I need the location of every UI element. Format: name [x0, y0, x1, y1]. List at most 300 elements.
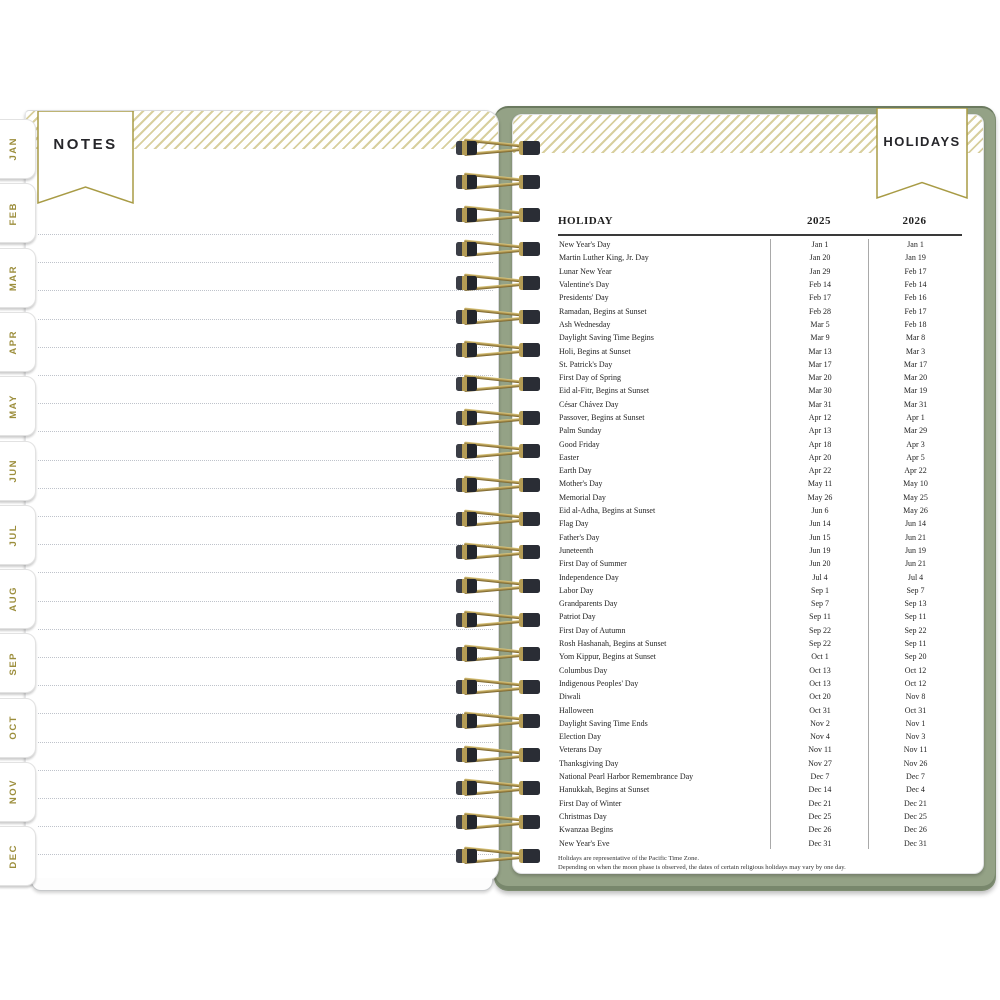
- date-2025: Oct 1: [811, 652, 829, 662]
- binding-coil: [456, 205, 540, 226]
- coil-hole-right: [519, 478, 540, 492]
- month-tab-label: JUL: [7, 523, 19, 547]
- holiday-row: [558, 437, 962, 450]
- date-2025: Sep 22: [809, 625, 831, 635]
- holiday-row: [558, 690, 962, 703]
- holiday-row: [558, 836, 962, 849]
- coil-hole-right: [519, 310, 540, 324]
- date-2025: Jul 4: [812, 572, 828, 582]
- holiday-row: [558, 823, 962, 836]
- binding-coil: [456, 711, 540, 732]
- holiday-name: Daylight Saving Time Ends: [559, 718, 648, 728]
- binding-coil: [456, 408, 540, 429]
- date-2026: Jun 19: [904, 545, 927, 555]
- month-tab-may: [0, 376, 36, 436]
- date-2026: Mar 3: [905, 346, 926, 356]
- holiday-row: [558, 677, 962, 690]
- binding-coil: [456, 509, 540, 530]
- coil-hole-right: [519, 141, 540, 155]
- holiday-name: Flag Day: [559, 519, 589, 529]
- date-2025: Dec 25: [808, 811, 832, 821]
- holiday-name: First Day of Winter: [559, 798, 622, 808]
- date-2025: Oct 13: [809, 665, 831, 675]
- holiday-name: Kwanzaa Begins: [559, 825, 613, 835]
- holiday-row: [558, 810, 962, 823]
- holidays-page: [512, 114, 984, 874]
- date-2025: Apr 22: [808, 466, 832, 476]
- binding-coil: [456, 239, 540, 260]
- month-tab-aug: [0, 569, 36, 629]
- holiday-row: [558, 358, 962, 371]
- date-2025: Mar 20: [808, 373, 832, 383]
- binding-coil: [456, 610, 540, 631]
- holiday-row: [558, 717, 962, 730]
- notes-banner-label: NOTES: [53, 136, 118, 154]
- date-2025: Jan 1: [811, 240, 829, 250]
- coil-hole-left: [456, 343, 477, 357]
- holiday-row: [558, 424, 962, 437]
- date-2026: Apr 5: [906, 452, 925, 462]
- coil-hole-right: [519, 781, 540, 795]
- month-tab-jun: [0, 441, 36, 501]
- coil-hole-right: [519, 343, 540, 357]
- holiday-row: [558, 344, 962, 357]
- date-2026: Oct 31: [904, 705, 927, 715]
- month-tab-label: JAN: [7, 137, 19, 161]
- holiday-name: Father's Day: [559, 532, 600, 542]
- ruled-line: [38, 460, 493, 461]
- ruled-line: [38, 826, 493, 827]
- coil-hole-left: [456, 411, 477, 425]
- coil-hole-left: [456, 748, 477, 762]
- holiday-name: Hanukkah, Begins at Sunset: [559, 785, 650, 795]
- column-header-2026: 2026: [902, 215, 927, 227]
- coil-hole-right: [519, 411, 540, 425]
- holiday-name: First Day of Summer: [559, 559, 627, 569]
- holiday-row: [558, 304, 962, 317]
- header-rule: [558, 234, 962, 236]
- coil-hole-right: [519, 208, 540, 222]
- holiday-name: Palm Sunday: [559, 426, 602, 436]
- ruled-line: [38, 516, 493, 517]
- date-2026: Jun 21: [904, 532, 927, 542]
- holiday-row: [558, 743, 962, 756]
- date-2026: Mar 8: [905, 333, 926, 343]
- holiday-name: Indigenous Peoples' Day: [559, 678, 639, 688]
- holiday-name: New Year's Day: [559, 240, 611, 250]
- ruled-line: [38, 742, 493, 743]
- ruled-line: [38, 319, 493, 320]
- binding-coil: [456, 745, 540, 766]
- binding-coil: [456, 441, 540, 462]
- date-2026: Dec 31: [904, 838, 927, 848]
- date-2026: Mar 31: [903, 399, 928, 409]
- ruled-line: [38, 854, 493, 855]
- holidays-banner-ribbon: [876, 108, 968, 200]
- holiday-row: [558, 265, 962, 278]
- date-2025: May 26: [807, 492, 833, 502]
- holiday-name: Memorial Day: [559, 492, 606, 502]
- month-tab-dec: [0, 826, 36, 886]
- date-2026: Dec 21: [904, 798, 927, 808]
- month-tab-label: APR: [7, 329, 19, 355]
- date-2025: Oct 13: [809, 678, 831, 688]
- coil-hole-left: [456, 141, 477, 155]
- coil-hole-left: [456, 781, 477, 795]
- holiday-name: Daylight Saving Time Begins: [559, 333, 654, 343]
- date-2025: Apr 18: [808, 439, 832, 449]
- holiday-row: [558, 278, 962, 291]
- month-tab-label: FEB: [7, 201, 19, 226]
- holiday-row: [558, 796, 962, 809]
- holiday-name: Labor Day: [559, 585, 594, 595]
- holiday-name: First Day of Spring: [559, 373, 621, 383]
- coil-hole-right: [519, 377, 540, 391]
- coil-hole-left: [456, 208, 477, 222]
- holiday-row: [558, 770, 962, 783]
- ruled-line: [38, 262, 493, 263]
- date-2025: May 11: [807, 479, 833, 489]
- holiday-name: First Day of Autumn: [559, 625, 626, 635]
- date-2026: Apr 3: [906, 439, 925, 449]
- coil-hole-left: [456, 680, 477, 694]
- month-tab-nov: [0, 762, 36, 822]
- date-2026: Feb 18: [904, 319, 927, 329]
- date-2026: Jun 14: [904, 519, 927, 529]
- coil-hole-left: [456, 512, 477, 526]
- month-tab-label: DEC: [7, 844, 19, 869]
- holiday-name: Easter: [559, 452, 579, 462]
- binding-coil: [456, 576, 540, 597]
- holiday-row: [558, 584, 962, 597]
- holiday-row: [558, 291, 962, 304]
- date-2026: Sep 22: [904, 625, 927, 635]
- date-2025: Oct 31: [809, 705, 831, 715]
- month-tab-label: AUG: [7, 586, 19, 612]
- coil-hole-left: [456, 545, 477, 559]
- date-2025: Sep 7: [811, 599, 829, 609]
- date-2026: Oct 12: [904, 665, 927, 675]
- holiday-name: Juneteenth: [559, 545, 594, 555]
- holiday-name: Grandparents Day: [559, 599, 618, 609]
- coil-hole-left: [456, 714, 477, 728]
- holiday-row: [558, 491, 962, 504]
- coil-hole-right: [519, 579, 540, 593]
- holiday-row: [558, 703, 962, 716]
- holiday-name: Presidents' Day: [559, 293, 609, 303]
- coil-hole-left: [456, 175, 477, 189]
- holiday-name: Rosh Hashanah, Begins at Sunset: [559, 639, 667, 649]
- date-2026: Apr 22: [904, 466, 927, 476]
- holiday-name: Earth Day: [559, 466, 592, 476]
- date-2025: Dec 26: [808, 825, 832, 835]
- month-tab-jan: [0, 119, 36, 179]
- date-2026: Mar 19: [903, 386, 928, 396]
- holiday-name: Valentine's Day: [559, 280, 610, 290]
- coil-hole-right: [519, 276, 540, 290]
- month-tab-apr: [0, 312, 36, 372]
- date-2026: Dec 4: [906, 785, 925, 795]
- coil-hole-right: [519, 242, 540, 256]
- date-2025: Oct 20: [809, 692, 831, 702]
- holiday-row: [558, 384, 962, 397]
- footnote-timezone: Holidays are representative of the Pacific Time Zone.: [558, 855, 699, 862]
- holiday-name: Thanksgiving Day: [559, 758, 619, 768]
- binding-coil: [456, 778, 540, 799]
- date-2026: Feb 16: [904, 293, 927, 303]
- holiday-row: [558, 783, 962, 796]
- coil-hole-right: [519, 647, 540, 661]
- date-2025: Dec 21: [808, 798, 832, 808]
- holidays-banner-label: HOLIDAYS: [883, 133, 961, 149]
- coil-hole-right: [519, 444, 540, 458]
- ruled-line: [38, 798, 493, 799]
- date-2026: Apr 1: [906, 413, 925, 422]
- date-2026: Mar 29: [903, 426, 928, 436]
- holiday-row: [558, 517, 962, 530]
- date-2025: Dec 31: [808, 838, 832, 848]
- coil-hole-left: [456, 647, 477, 661]
- date-2026: Mar 17: [903, 359, 928, 369]
- coil-hole-left: [456, 815, 477, 829]
- binding-coil: [456, 172, 540, 193]
- date-2025: Dec 14: [808, 785, 832, 795]
- date-2026: Sep 11: [904, 612, 927, 622]
- binding-coil: [456, 307, 540, 328]
- holiday-row: [558, 464, 962, 477]
- date-2025: Jan 29: [809, 266, 831, 276]
- date-2025: Nov 11: [808, 745, 832, 755]
- holiday-row: [558, 398, 962, 411]
- binding-coil: [456, 542, 540, 563]
- date-2025: Jun 19: [809, 545, 831, 555]
- coil-hole-right: [519, 849, 540, 863]
- date-2025: Sep 1: [811, 585, 829, 595]
- holiday-row: [558, 318, 962, 331]
- binding-coil: [456, 812, 540, 833]
- coil-hole-left: [456, 579, 477, 593]
- date-2026: Nov 8: [905, 692, 926, 702]
- binding-coil: [456, 475, 540, 496]
- month-tab-label: SEP: [7, 651, 19, 676]
- ruled-line: [38, 431, 493, 432]
- date-2026: Jun 21: [904, 559, 927, 569]
- date-2025: Mar 9: [810, 333, 830, 343]
- coil-hole-left: [456, 444, 477, 458]
- date-2025: Apr 13: [808, 426, 832, 436]
- date-2025: Feb 28: [809, 306, 831, 316]
- ruled-line: [38, 488, 493, 489]
- page-stack-edge: [31, 879, 493, 891]
- date-2025: Mar 13: [808, 346, 832, 356]
- binding-coil: [456, 273, 540, 294]
- binding-coil: [456, 138, 540, 159]
- holiday-row: [558, 531, 962, 544]
- holiday-row: [558, 477, 962, 490]
- date-2026: Jan 1: [907, 240, 924, 250]
- date-2026: Oct 12: [904, 678, 927, 688]
- holiday-row: [558, 504, 962, 517]
- coil-hole-right: [519, 613, 540, 627]
- ruled-line: [38, 403, 493, 404]
- holiday-name: Veterans Day: [559, 745, 602, 755]
- date-2026: May 10: [903, 479, 928, 489]
- holiday-name: Eid al-Adha, Begins at Sunset: [559, 506, 656, 516]
- ruled-line: [38, 657, 493, 658]
- ruled-line: [38, 347, 493, 348]
- month-tab-label: NOV: [7, 779, 19, 805]
- holiday-name: Holi, Begins at Sunset: [559, 346, 631, 356]
- month-tab-label: JUN: [7, 458, 19, 483]
- ruled-line: [38, 375, 493, 376]
- date-2026: Nov 26: [903, 758, 928, 768]
- holiday-name: Election Day: [559, 732, 601, 742]
- holiday-name: Eid al-Fitr, Begins at Sunset: [559, 386, 650, 396]
- coil-hole-right: [519, 680, 540, 694]
- holiday-name: National Pearl Harbor Remembrance Day: [559, 772, 694, 782]
- holiday-row: [558, 637, 962, 650]
- coil-hole-left: [456, 849, 477, 863]
- holiday-name: Columbus Day: [559, 665, 608, 675]
- binding-coil: [456, 374, 540, 395]
- coil-hole-right: [519, 545, 540, 559]
- date-2025: Sep 22: [809, 639, 831, 649]
- coil-hole-left: [456, 310, 477, 324]
- ruled-line: [38, 234, 493, 235]
- holiday-row: [558, 371, 962, 384]
- date-2026: Mar 20: [903, 373, 928, 383]
- date-2026: Jul 4: [907, 572, 924, 582]
- notes-page: [25, 110, 499, 882]
- holiday-row: [558, 544, 962, 557]
- holiday-row: [558, 451, 962, 464]
- holiday-name: Mother's Day: [559, 479, 603, 489]
- holiday-row: [558, 331, 962, 344]
- date-2025: Apr 12: [808, 413, 832, 422]
- holiday-name: Christmas Day: [559, 811, 607, 821]
- holiday-name: Martin Luther King, Jr. Day: [559, 253, 649, 263]
- month-tab-label: MAR: [7, 264, 19, 291]
- coil-hole-left: [456, 613, 477, 627]
- holiday-row: [558, 251, 962, 264]
- holiday-name: Good Friday: [559, 439, 600, 449]
- holiday-name: Ash Wednesday: [559, 319, 611, 329]
- date-2025: Sep 11: [809, 612, 831, 622]
- month-tab-jul: [0, 505, 36, 565]
- date-2026: Nov 3: [905, 732, 926, 742]
- date-2026: Sep 20: [904, 652, 927, 662]
- holiday-row: [558, 610, 962, 623]
- date-2025: Nov 27: [808, 758, 832, 768]
- holiday-name: St. Patrick's Day: [559, 359, 613, 369]
- date-2025: Jan 20: [809, 253, 831, 263]
- date-2026: Dec 7: [906, 772, 925, 782]
- coil-hole-left: [456, 377, 477, 391]
- coil-hole-right: [519, 714, 540, 728]
- ruled-line: [38, 770, 493, 771]
- date-2025: Jun 15: [809, 532, 831, 542]
- date-2025: Mar 5: [810, 319, 830, 329]
- coil-hole-left: [456, 242, 477, 256]
- date-2026: Sep 11: [904, 639, 927, 649]
- holiday-name: Lunar New Year: [559, 266, 612, 276]
- holiday-name: Passover, Begins at Sunset: [559, 413, 645, 422]
- month-tab-oct: [0, 698, 36, 758]
- month-tab-sep: [0, 633, 36, 693]
- binding-coil: [456, 340, 540, 361]
- holiday-row: [558, 664, 962, 677]
- date-2026: May 25: [903, 492, 928, 502]
- coil-hole-right: [519, 175, 540, 189]
- month-tab-mar: [0, 248, 36, 308]
- holiday-row: [558, 238, 962, 251]
- coil-hole-right: [519, 512, 540, 526]
- date-2026: May 26: [903, 506, 928, 516]
- date-2026: Jan 19: [905, 253, 926, 263]
- column-header-holiday: HOLIDAY: [558, 215, 614, 227]
- holiday-name: Halloween: [559, 705, 594, 715]
- column-header-2025: 2025: [807, 215, 831, 227]
- date-2025: Jun 20: [809, 559, 831, 569]
- holiday-row: [558, 597, 962, 610]
- date-2026: Sep 13: [904, 599, 927, 609]
- holiday-row: [558, 570, 962, 583]
- coil-hole-right: [519, 815, 540, 829]
- date-2025: Dec 7: [810, 772, 830, 782]
- date-2025: Apr 20: [808, 452, 832, 462]
- holiday-row: [558, 624, 962, 637]
- date-2025: Nov 4: [810, 732, 830, 742]
- date-2025: Nov 2: [810, 718, 830, 728]
- ruled-line: [38, 601, 493, 602]
- month-tab-label: OCT: [7, 715, 19, 740]
- date-2025: Mar 30: [808, 386, 832, 396]
- holiday-row: [558, 757, 962, 770]
- date-2026: Dec 26: [904, 825, 927, 835]
- holiday-name: Patriot Day: [559, 612, 596, 622]
- month-tab-label: MAY: [7, 393, 19, 419]
- date-2025: Jun 14: [809, 519, 831, 529]
- holiday-row: [558, 730, 962, 743]
- date-2026: Sep 7: [906, 585, 925, 595]
- notes-banner-ribbon: [37, 111, 134, 205]
- date-2025: Feb 17: [809, 293, 831, 303]
- holiday-row: [558, 557, 962, 570]
- binding-coil: [456, 846, 540, 867]
- date-2025: Jun 6: [811, 506, 829, 516]
- date-2025: Feb 14: [809, 280, 831, 290]
- binding-coil: [456, 677, 540, 698]
- date-2026: Feb 17: [904, 266, 927, 276]
- holiday-table-header: [558, 215, 962, 233]
- holiday-name: Ramadan, Begins at Sunset: [559, 306, 647, 316]
- date-2026: Nov 11: [903, 745, 928, 755]
- holiday-name: Yom Kippur, Begins at Sunset: [559, 652, 656, 662]
- binding-coil: [456, 644, 540, 665]
- ruled-line: [38, 544, 493, 545]
- holiday-name: Diwali: [559, 692, 581, 702]
- footnote-moon-phase: Depending on when the moon phase is observed, the dates of certain religious holidays may vary by one day.: [558, 864, 846, 871]
- holiday-table: [558, 215, 962, 875]
- coil-hole-right: [519, 748, 540, 762]
- date-2025: Mar 17: [808, 359, 832, 369]
- date-2025: Mar 31: [808, 399, 832, 409]
- coil-hole-left: [456, 276, 477, 290]
- date-2026: Dec 25: [904, 811, 927, 821]
- holiday-row: [558, 411, 962, 424]
- coil-hole-left: [456, 478, 477, 492]
- holiday-row: [558, 650, 962, 663]
